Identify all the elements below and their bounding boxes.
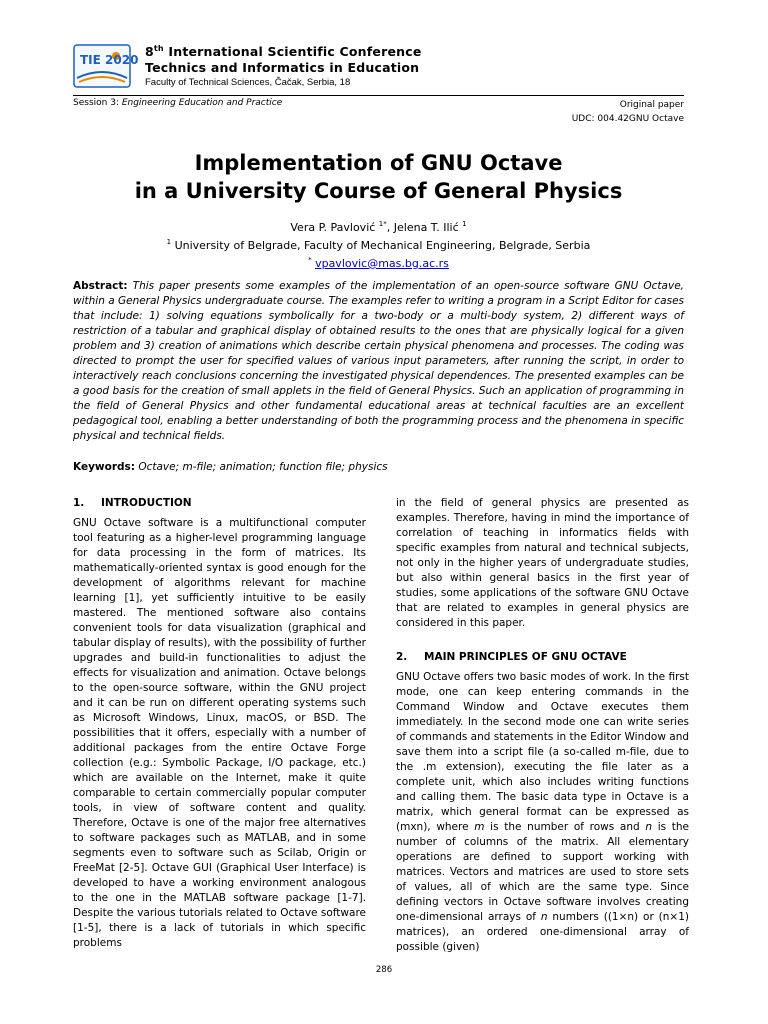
keywords-label: Keywords: <box>73 461 135 473</box>
tie-logo-icon <box>73 44 139 88</box>
conference-ordinal: 8 <box>145 44 154 59</box>
faculty-line: Faculty of Technical Sciences, Čačak, Serbia, 18 <box>145 77 351 88</box>
logo-text: TIE 2020 <box>80 53 139 67</box>
section2-paragraph <box>396 670 689 955</box>
author-1: Vera P. Pavlović <box>290 221 379 234</box>
email-line <box>73 255 684 273</box>
abstract-text: This paper presents some examples of the implementation of an open-source software GNU Octave, within a General Physics undergraduate course. The examples refer to writing a program in a Script Editor for cases that include: 1) solving equations symbolically for a two-body or a multi-body system, 2) different ways of restriction of a tabular and graphical display of obtained results to the ones that are physically logical for a given problem and 3) creation of animations which describe certain physical phenomena and processes. The coding was directed to prompt the user for specified values of various input parameters, after running the script, in order to interactively reach conclusions concerning the investigated physical dependences. The presented examples can be a good basis for the creation of small applets in the field of General Physics. Such an application of programming in the field of General Physics and other fundamental educational areas at technical faculties are an excellent pedagogical tool, enabling a better understanding of both the programming process and the phenomena in specific physical and technical fields. <box>73 280 684 442</box>
title-line1: Implementation of GNU Octave <box>194 151 563 175</box>
email-sup: * <box>308 256 312 264</box>
left-column <box>73 496 366 951</box>
author-separator: , <box>386 221 394 234</box>
paper-title <box>73 149 684 205</box>
paper-type: Original paper <box>619 100 684 110</box>
keywords-text: Octave; m-file; animation; function file; physics <box>134 461 388 473</box>
section2-title: MAIN PRINCIPLES OF GNU OCTAVE <box>424 651 627 663</box>
paper-meta <box>572 98 684 126</box>
conference-title <box>145 44 422 76</box>
email-link[interactable]: vpavlovic@mas.bg.ac.rs <box>315 257 449 270</box>
section2-text-4: numbers ((1×n) or (n×1) matrices), an ordered one-dimensional array of possible (given) <box>396 911 689 953</box>
section2-var-n2: n <box>540 911 548 923</box>
abstract-label: Abstract: <box>73 280 128 292</box>
section-gap <box>396 631 689 650</box>
author-names <box>73 219 684 237</box>
conference-logo <box>73 44 139 88</box>
session-label: Session 3: <box>73 98 122 108</box>
section1-number: 1. <box>73 497 85 509</box>
right-column <box>396 496 689 955</box>
section2-text-2: is the number of rows and <box>484 821 646 833</box>
conference-ordinal-suffix: th <box>153 44 164 53</box>
section2-var-m: m <box>474 821 485 833</box>
conference-line1 <box>145 44 422 60</box>
affiliation-sup: 1 <box>166 238 172 246</box>
section1-paragraph: GNU Octave software is a multifunctional computer tool featuring as a higher-level programming language for data processing in the form of matrices. Its mathematically-oriented syntax is good enough for the development of algorithms relevant for machine learning [1], yet sufficiently intuitive to be easily mastered. The mentioned software also contains convenient tools for data visualization (graphical and tabular display of results), with the possibility of further upgrades and build-in functionalities to adjust the effects for visualization and animation. Octave belongs to the open-source software, within the GNU project and it can be run on different operating systems such as Microsoft Windows, Linux, macOS, or BSD. The possibilities that it offers, especially with a number of additional packages from the entire Octave Forge collection (e.g.: Symbolic Package, I/O package, etc.) which are available on the Internet, make it quite comparable to certain commercially popular computer tools, in view of software content and quality. Therefore, Octave is one of the major free alternatives to software packages such as MATLAB, and in some segments even to software such as Scilab, Origin or FreeMat [2-5]. Octave GUI (Graphical User Interface) is developed to have a working environment analogous to the one in the MATLAB software package [1-7]. Despite the various tutorials related to Octave software [1-5], there is a lack of tutorials in which specific problems <box>73 517 366 949</box>
header-divider <box>73 95 684 96</box>
conference-line2: Technics and Informatics in Education <box>145 60 420 75</box>
section2-var-n: n <box>645 821 653 833</box>
affiliation-text: University of Belgrade, Faculty of Mechanical Engineering, Belgrade, Serbia <box>171 239 591 252</box>
section2-heading <box>396 650 689 665</box>
conference-line1-text: International Scientific Conference <box>163 44 422 59</box>
session-name: Engineering Education and Practice <box>121 98 283 108</box>
section1-paragraph-continued: in the field of general physics are presented as examples. Therefore, having in mind the importance of correlation of teaching in informatics fields with specific examples from natural and technical subjects, not only in the higher years of undergraduate studies, but also within general basics in the first year of studies, some applications of the software GNU Octave that are related to examples in general physics are considered in this paper. <box>396 497 689 629</box>
section2-number: 2. <box>396 651 408 663</box>
page-number: 286 <box>375 965 393 975</box>
author-1-sup: 1* <box>378 220 387 228</box>
section2-text-1: GNU Octave offers two basic modes of work. In the first mode, one can keep entering commands in the Command Window and Octave executes them immediately. In the second mode one can write series of commands and statements in the Editor Window and save them into a script file (a so-called m-file, due to the .m extension), executing the file later as a complete unit, which also includes writing functions and calling them. The basic data type in Octave is a matrix, which general format can be expressed as (mxn), where <box>396 671 690 833</box>
affiliation <box>73 237 684 255</box>
authors-block <box>73 219 684 273</box>
author-2: Jelena T. Ilić <box>393 221 463 234</box>
abstract <box>73 279 684 444</box>
section1-heading <box>73 496 366 511</box>
keywords <box>73 460 684 475</box>
section1-title: INTRODUCTION <box>101 497 192 509</box>
session-line <box>73 98 282 108</box>
udc-code: UDC: 004.42GNU Octave <box>571 114 684 124</box>
title-line2: in a University Course of General Physics <box>134 179 623 203</box>
section2-text-3: is the number of columns of the matrix. All elementary operations are defined to support working with matrices. Vectors and matrices are used to store sets of values, all of which are the same type. Since defining vectors in Octave software involves creating one-dimensional arrays of <box>396 821 690 923</box>
author-2-sup: 1 <box>462 220 467 228</box>
